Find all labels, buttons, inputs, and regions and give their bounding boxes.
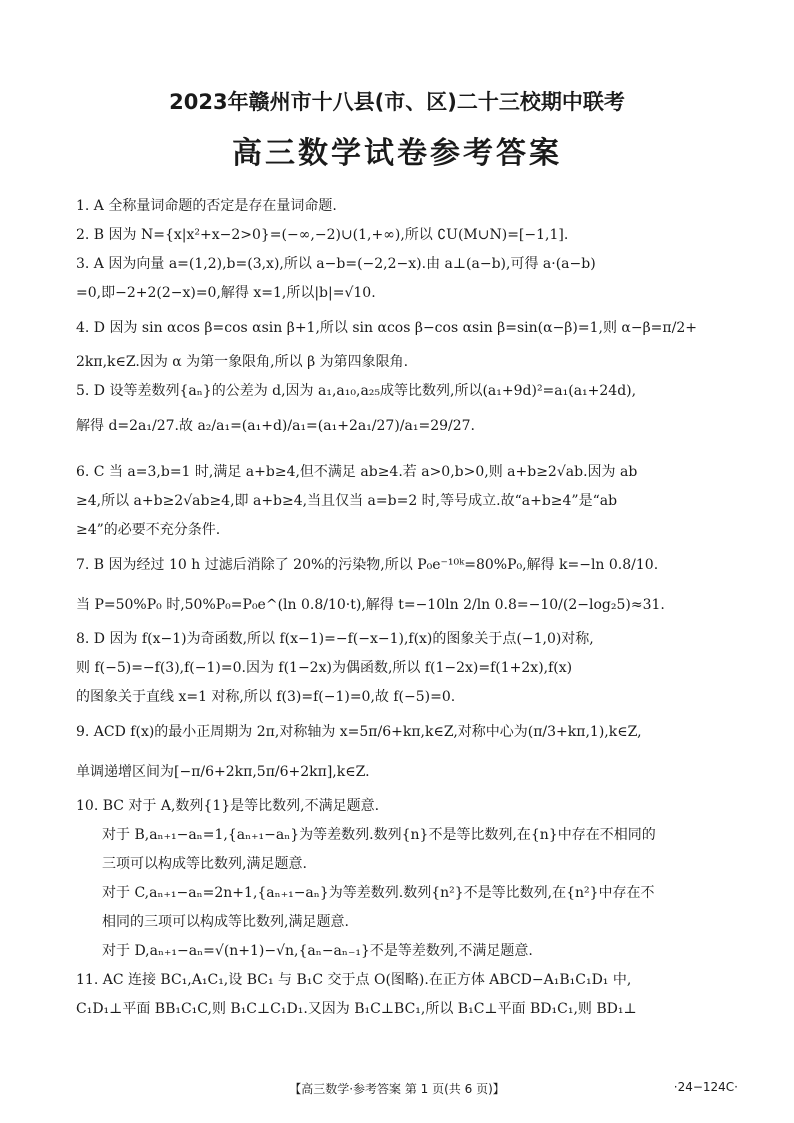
answer-8-cont: 则 f(−5)=−f(3),f(−1)=0.因为 f(1−2x)为偶函数,所以 f(1−2x)=f(1+2x),f(x) — [76, 660, 573, 676]
footer-code: ·24−124C· — [673, 1080, 738, 1094]
answer-list — [76, 192, 726, 1024]
answer-10-d: 对于 D,aₙ₊₁−aₙ=√(n+1)−√n,{aₙ−aₙ₋₁}不是等差数列,不满足题意. — [102, 943, 533, 959]
answer-6: 6. C 当 a=3,b=1 时,满足 a+b≥4,但不满足 ab≥4.若 a>0,b>0,则 a+b≥2√ab.因为 ab — [76, 464, 638, 480]
answer-4: 4. D 因为 sin αcos β=cos αsin β+1,所以 sin αcos β−cos αsin β=sin(α−β)=1,则 α−β=π/2+ — [76, 320, 697, 336]
answer-10-b: 对于 B,aₙ₊₁−aₙ=1,{aₙ₊₁−aₙ}为等差数列.数列{n}不是等比数列,在{n}中存在不相同的 — [102, 827, 656, 843]
answer-11: 11. AC 连接 BC₁,A₁C₁,设 BC₁ 与 B₁C 交于点 O(图略).在正方体 ABCD−A₁B₁C₁D₁ 中, — [76, 972, 632, 988]
answer-10-b-cont: 三项可以构成等比数列,满足题意. — [102, 856, 307, 872]
answer-2: 2. B 因为 N={x|x²+x−2>0}=(−∞,−2)∪(1,+∞),所以 ∁U(M∪N)=[−1,1]. — [76, 227, 569, 243]
answer-11-cont: C₁D₁⊥平面 BB₁C₁C,则 B₁C⊥C₁D₁.又因为 B₁C⊥BC₁,所以 B₁C⊥平面 BD₁C₁,则 BD₁⊥ — [76, 1001, 637, 1017]
document-title: 高三数学试卷参考答案 — [232, 136, 562, 171]
answer-10-c-cont: 相同的三项可以构成等比数列,满足题意. — [102, 914, 349, 930]
answer-3-cont: =0,即−2+2(2−x)=0,解得 x=1,所以|b|=√10. — [76, 285, 376, 301]
answer-3: 3. A 因为向量 a=(1,2),b=(3,x),所以 a−b=(−2,2−x).由 a⊥(a−b),可得 a·(a−b) — [76, 256, 596, 272]
answer-4-cont: 2kπ,k∈Z.因为 α 为第一象限角,所以 β 为第四象限角. — [76, 354, 409, 370]
answer-10-c: 对于 C,aₙ₊₁−aₙ=2n+1,{aₙ₊₁−aₙ}为等差数列.数列{n²}不是等比数列,在{n²}中存在不 — [102, 885, 655, 901]
page-footer — [0, 1080, 794, 1102]
answer-5: 5. D 设等差数列{aₙ}的公差为 d,因为 a₁,a₁₀,a₂₅成等比数列,所以(a₁+9d)²=a₁(a₁+24d), — [76, 383, 637, 399]
answer-5-cont: 解得 d=2a₁/27.故 a₂/a₁=(a₁+d)/a₁=(a₁+2a₁/27)/a₁=29/27. — [76, 418, 475, 434]
footer-page-info: 【高三数学·参考答案 第 1 页(共 6 页)】 — [289, 1082, 505, 1096]
answer-7: 7. B 因为经过 10 h 过滤后消除了 20%的污染物,所以 P₀e⁻¹⁰ᵏ=80%P₀,解得 k=−ln 0.8/10. — [76, 557, 659, 573]
answer-6-cont: ≥4,所以 a+b≥2√ab≥4,即 a+b≥4,当且仅当 a=b=2 时,等号成立.故“a+b≥4”是“ab — [76, 493, 618, 509]
exam-title: 2023年赣州市十八县(市、区)二十三校期中联考 — [169, 90, 625, 114]
answer-10: 10. BC 对于 A,数列{1}是等比数列,不满足题意. — [76, 798, 380, 814]
answer-8: 8. D 因为 f(x−1)为奇函数,所以 f(x−1)=−f(−x−1),f(x)的图象关于点(−1,0)对称, — [76, 631, 594, 647]
answer-6-cont2: ≥4”的必要不充分条件. — [76, 522, 221, 538]
answer-9: 9. ACD f(x)的最小正周期为 2π,对称轴为 x=5π/6+kπ,k∈Z,对称中心为(π/3+kπ,1),k∈Z, — [76, 724, 642, 740]
answer-9-cont: 单调递增区间为[−π/6+2kπ,5π/6+2kπ],k∈Z. — [76, 764, 370, 780]
answer-7-cont: 当 P=50%P₀ 时,50%P₀=P₀e^(ln 0.8/10·t),解得 t=−10ln 2/ln 0.8=−10/(2−log₂5)≈31. — [76, 597, 665, 613]
answer-8-cont2: 的图象关于直线 x=1 对称,所以 f(3)=f(−1)=0,故 f(−5)=0. — [76, 689, 456, 705]
answer-1: 1. A 全称量词命题的否定是存在量词命题. — [76, 198, 337, 214]
